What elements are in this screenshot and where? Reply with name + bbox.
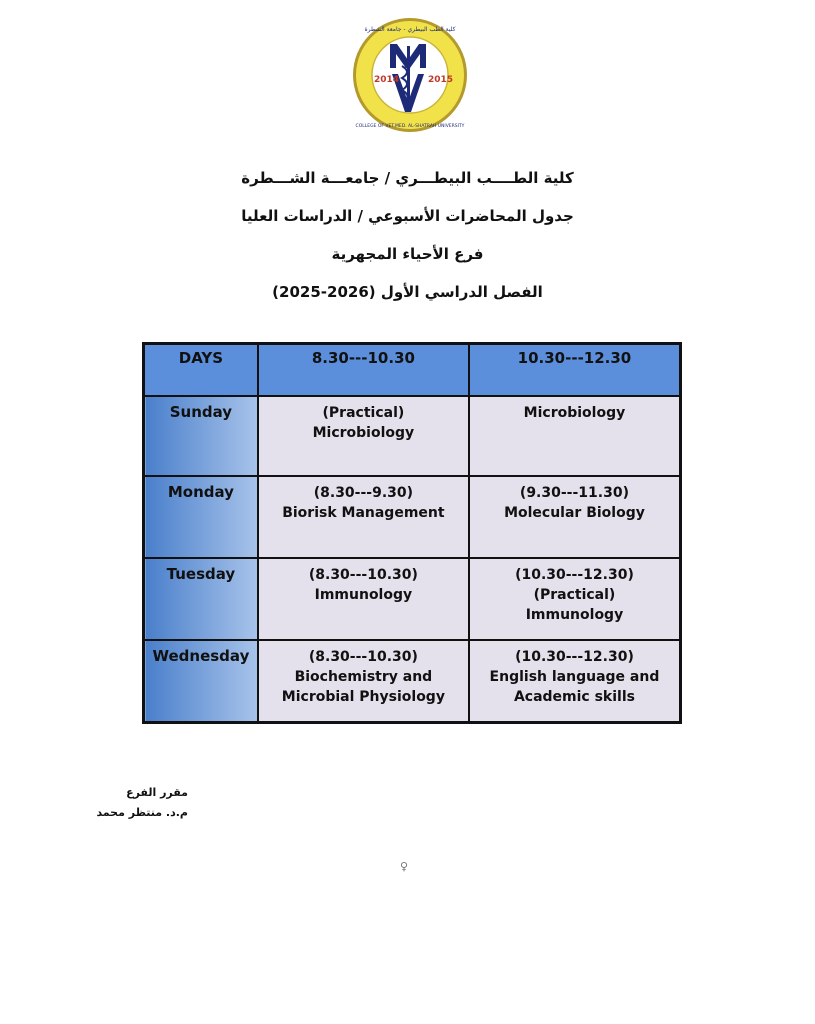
female-symbol-icon: ♀ — [400, 860, 409, 873]
day-cell: Tuesday — [144, 558, 258, 640]
slot-cell — [469, 640, 681, 723]
slot-cell — [258, 396, 469, 476]
cell-line: (8.30---9.30) — [313, 485, 414, 501]
cell-line: (10.30---12.30) — [515, 567, 634, 583]
lecture-schedule-table — [142, 342, 682, 724]
header-slot-1: 8.30---10.30 — [258, 344, 469, 397]
department-title: فرع الأحياء المجهرية — [331, 245, 484, 263]
table-row — [144, 640, 681, 723]
signature-title: مقرر الفرع — [126, 786, 188, 799]
table-row — [144, 396, 681, 476]
slot-cell — [469, 476, 681, 558]
cell-line: (8.30---10.30) — [308, 649, 418, 665]
cell-line: Microbiology — [312, 425, 415, 441]
slot-cell — [258, 640, 469, 723]
table-row — [144, 558, 681, 640]
cell-line: English language and — [489, 669, 660, 685]
header-days: DAYS — [144, 344, 258, 397]
cell-line: Microbiology — [523, 405, 626, 421]
signature-name: م.د. منتظر محمد — [96, 806, 188, 819]
day-cell: Sunday — [144, 396, 258, 476]
logo-year-right: 2015 — [428, 75, 454, 85]
header-slot-2: 10.30---12.30 — [469, 344, 681, 397]
table-header-row — [144, 344, 681, 397]
cell-line: (8.30---10.30) — [308, 567, 418, 583]
cell-line: Academic skills — [513, 689, 635, 705]
cell-line: Immunology — [525, 607, 624, 623]
cell-line: Biochemistry and — [294, 669, 433, 685]
college-logo — [350, 16, 470, 134]
cell-line: Immunology — [314, 587, 413, 603]
cell-line: Biorisk Management — [282, 505, 445, 521]
slot-cell — [258, 476, 469, 558]
slot-cell — [469, 558, 681, 640]
cell-line: (9.30---11.30) — [519, 485, 629, 501]
cell-line: (Practical) — [322, 405, 405, 421]
day-cell: Wednesday — [144, 640, 258, 723]
day-cell: Monday — [144, 476, 258, 558]
cell-line: (10.30---12.30) — [515, 649, 634, 665]
slot-cell — [258, 558, 469, 640]
college-title: كلية الطــــب البيطـــري / جامعـــة الشـــطرة — [241, 169, 574, 187]
cell-line: Microbial Physiology — [281, 689, 445, 705]
logo-arc-text: كلية الطب البيطري - جامعة الشطرة — [364, 26, 456, 33]
logo-bottom-arc-text: COLLEGE OF VET.MED. AL-SHATRAH UNIVERSITY — [355, 124, 465, 129]
table-row — [144, 476, 681, 558]
cell-line: (Practical) — [533, 587, 616, 603]
slot-cell — [469, 396, 681, 476]
schedule-title: جدول المحاضرات الأسبوعي / الدراسات العليا — [241, 207, 574, 225]
logo-year-left: 2014 — [374, 75, 400, 85]
semester-title: الفصل الدراسي الأول (2026-2025) — [272, 283, 543, 301]
cell-line: Molecular Biology — [504, 505, 645, 521]
